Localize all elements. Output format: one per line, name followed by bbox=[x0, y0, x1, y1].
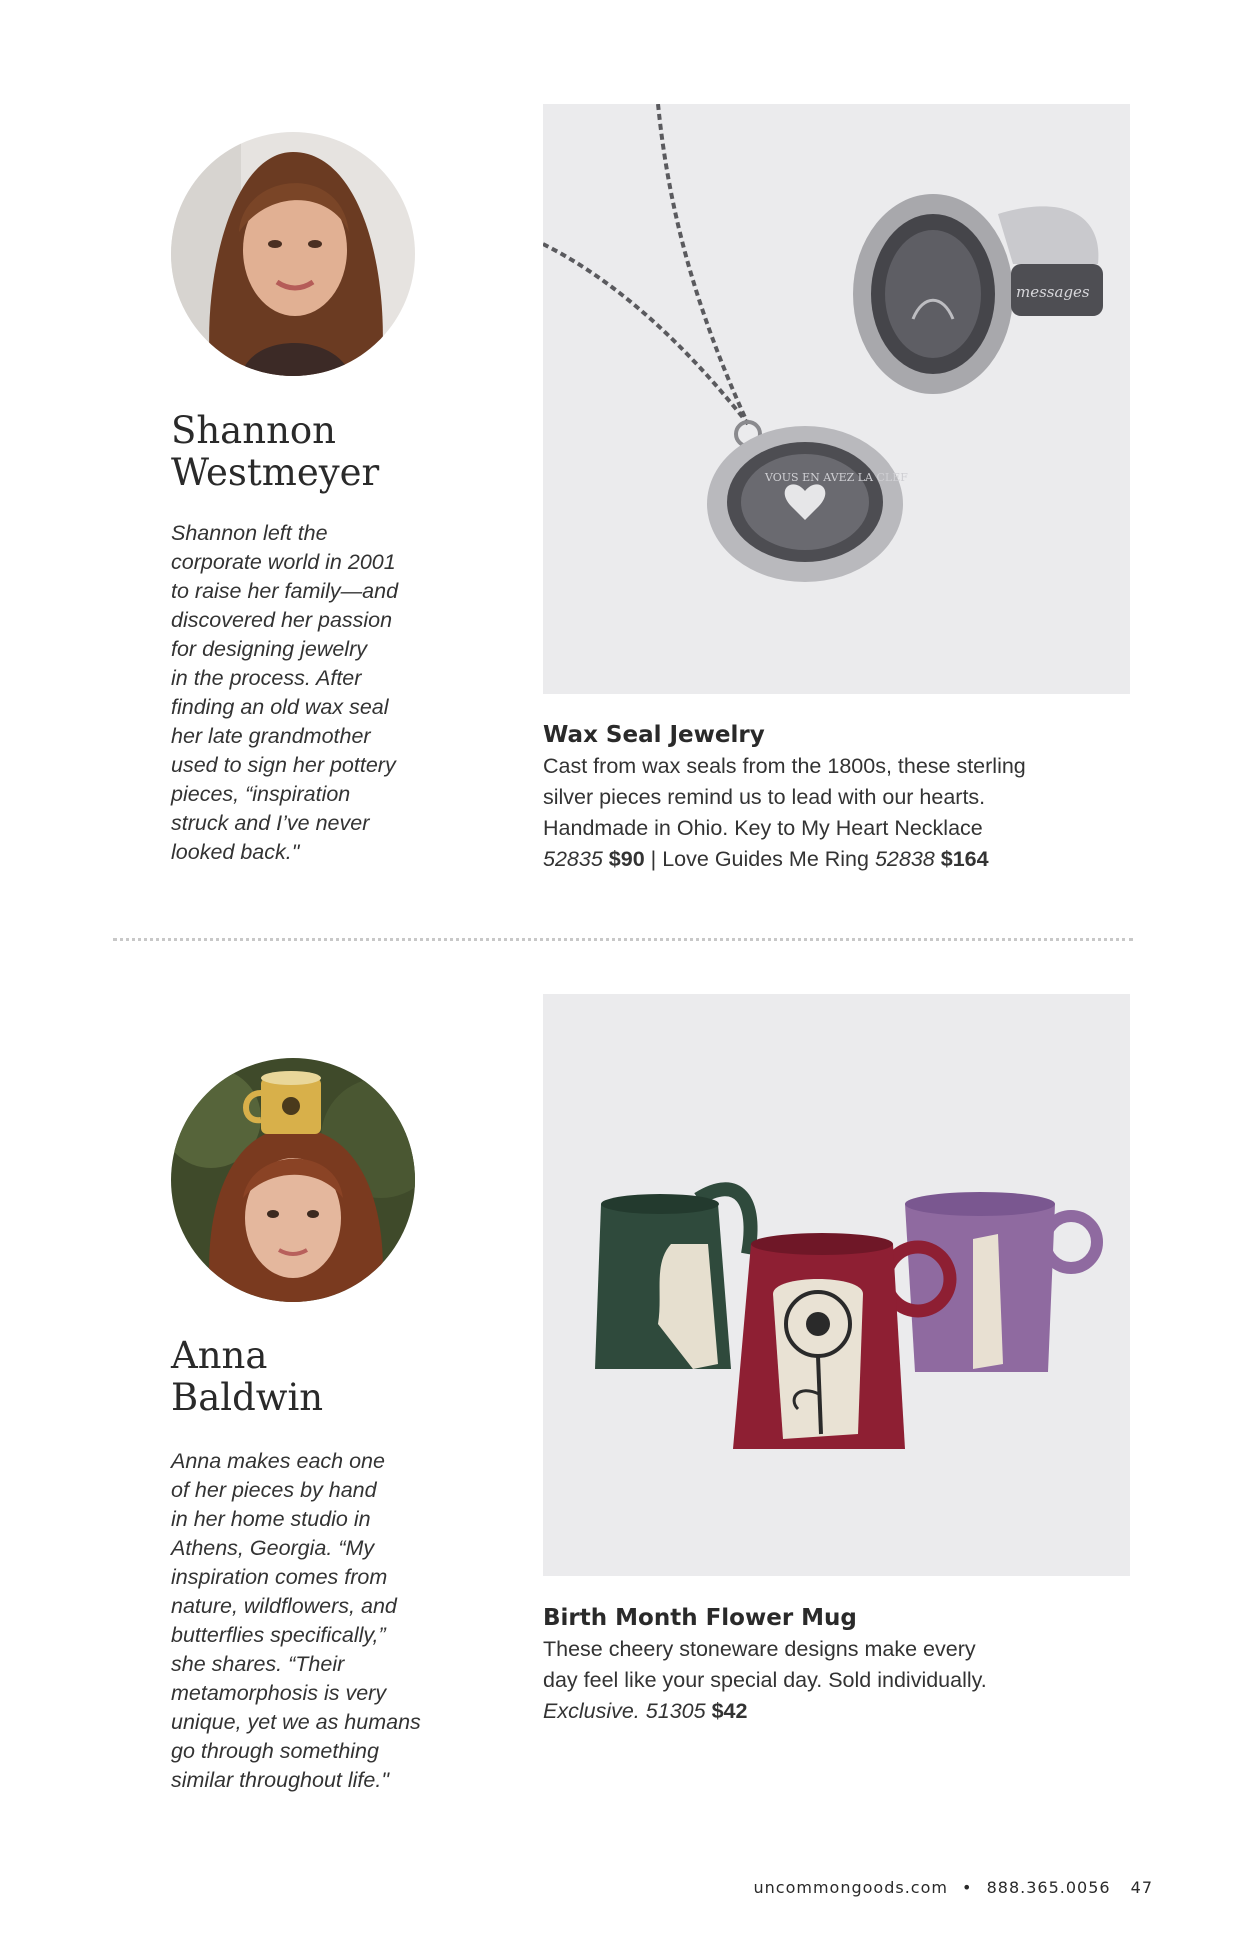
bio-line: to raise her family—and bbox=[171, 579, 399, 603]
bio-line: Athens, Georgia. “My bbox=[171, 1536, 375, 1560]
bio-line: discovered her passion bbox=[171, 608, 393, 632]
product-description-birth-month-flower-mug bbox=[543, 1634, 1143, 1727]
price-line bbox=[543, 844, 1143, 875]
bio-line: in her home studio in bbox=[171, 1507, 371, 1531]
item-name: Love Guides Me Ring bbox=[662, 847, 869, 871]
description-line: silver pieces remind us to lead with our hearts. bbox=[543, 785, 986, 809]
bio-line: unique, yet we as humans bbox=[171, 1710, 421, 1734]
bio-line: looked back." bbox=[171, 840, 300, 864]
maker-last-name: Baldwin bbox=[171, 1376, 324, 1419]
description-line: Handmade in Ohio. Key to My Heart Necklace bbox=[543, 816, 983, 840]
bio-line: her late grandmother bbox=[171, 724, 371, 748]
bio-line: go through something bbox=[171, 1739, 379, 1763]
maker-name-shannon bbox=[171, 410, 431, 494]
footer-website-link[interactable]: uncommongoods.com bbox=[753, 1878, 948, 1897]
page-footer bbox=[754, 1878, 1154, 1897]
maker-first-name: Shannon bbox=[171, 409, 337, 452]
price-separator: | bbox=[650, 847, 657, 871]
maker-first-name: Anna bbox=[171, 1334, 268, 1377]
bio-line: corporate world in 2001 bbox=[171, 550, 396, 574]
bio-line: pieces, “inspiration bbox=[171, 782, 351, 806]
bio-line: of her pieces by hand bbox=[171, 1478, 377, 1502]
bio-line: in the process. After bbox=[171, 666, 362, 690]
bio-line: used to sign her pottery bbox=[171, 753, 396, 777]
flower-mug-image bbox=[543, 994, 1130, 1576]
product-title-wax-seal-jewelry: Wax Seal Jewelry bbox=[543, 722, 765, 748]
exclusive-label: Exclusive. bbox=[543, 1699, 640, 1723]
bio-line: Anna makes each one bbox=[171, 1449, 385, 1473]
bio-line: finding an old wax seal bbox=[171, 695, 389, 719]
description-line: Cast from wax seals from the 1800s, these sterling bbox=[543, 754, 1026, 778]
maker-bio-anna bbox=[171, 1447, 471, 1795]
wax-seal-jewelry-image bbox=[543, 104, 1130, 694]
bio-line: similar throughout life." bbox=[171, 1768, 389, 1792]
bio-line: inspiration comes from bbox=[171, 1565, 388, 1589]
portrait-anna-image bbox=[171, 1058, 415, 1302]
maker-section-shannon bbox=[0, 0, 1250, 930]
description-line: These cheery stoneware designs make every bbox=[543, 1637, 976, 1661]
ring-inscription: messages bbox=[1016, 283, 1090, 301]
pendant-inscription: VOUS EN AVEZ LA CLEF bbox=[765, 471, 908, 484]
item-code: 52835 bbox=[543, 847, 603, 871]
product-description-wax-seal-jewelry bbox=[543, 751, 1143, 875]
item-code: 51305 bbox=[645, 1699, 706, 1723]
portrait-shannon-image bbox=[171, 132, 415, 376]
product-photo-wax-seal-jewelry bbox=[543, 104, 1130, 694]
item-price: $90 bbox=[608, 847, 645, 871]
bio-line: struck and I’ve never bbox=[171, 811, 370, 835]
maker-last-name: Westmeyer bbox=[171, 451, 380, 494]
maker-section-anna bbox=[0, 950, 1250, 1850]
bio-line: she shares. “Their bbox=[171, 1652, 345, 1676]
maker-bio-shannon bbox=[171, 519, 471, 867]
section-divider bbox=[113, 938, 1133, 941]
item-price: $164 bbox=[940, 847, 989, 871]
footer-bullet: • bbox=[962, 1878, 973, 1897]
price-line bbox=[543, 1696, 1143, 1727]
description-line: day feel like your special day. Sold individually. bbox=[543, 1668, 987, 1692]
maker-portrait-shannon bbox=[171, 132, 415, 376]
item-code: 52838 bbox=[874, 847, 935, 871]
page-number: 47 bbox=[1130, 1878, 1153, 1897]
maker-portrait-anna bbox=[171, 1058, 415, 1302]
bio-line: metamorphosis is very bbox=[171, 1681, 387, 1705]
bio-line: butterflies specifically,” bbox=[171, 1623, 386, 1647]
bio-line: for designing jewelry bbox=[171, 637, 367, 661]
bio-line: nature, wildflowers, and bbox=[171, 1594, 397, 1618]
footer-phone: 888.365.0056 bbox=[986, 1878, 1111, 1897]
maker-name-anna bbox=[171, 1335, 431, 1419]
product-title-birth-month-flower-mug: Birth Month Flower Mug bbox=[543, 1605, 857, 1631]
item-price: $42 bbox=[711, 1699, 748, 1723]
product-photo-birth-month-flower-mug bbox=[543, 994, 1130, 1576]
bio-line: Shannon left the bbox=[171, 521, 328, 545]
